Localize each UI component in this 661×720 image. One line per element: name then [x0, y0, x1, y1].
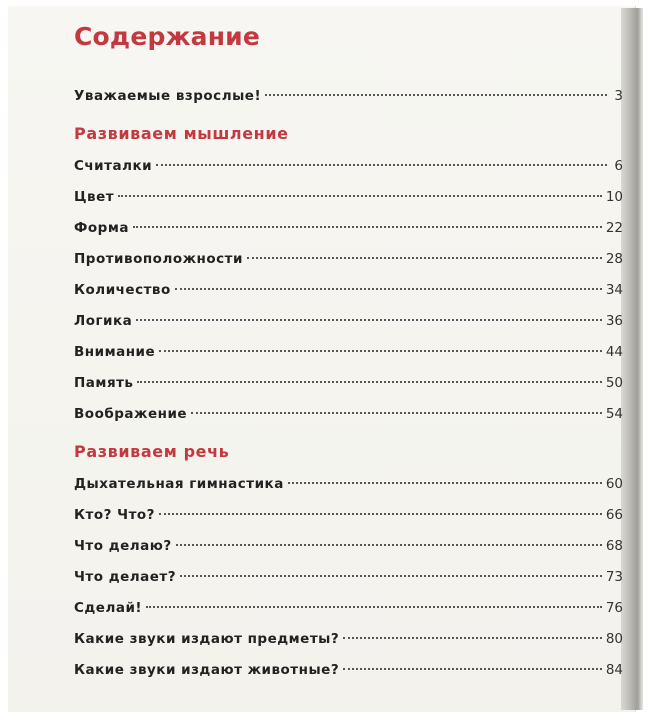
toc-row[interactable]: [74, 406, 623, 426]
toc-page-number: 22: [605, 220, 623, 236]
toc-row[interactable]: [74, 476, 623, 496]
toc-entry-label: Количество: [74, 282, 171, 298]
toc-entry-label: Форма: [74, 220, 129, 236]
section-heading-speech: Развиваем речь: [74, 442, 230, 461]
dot-leader: [288, 482, 602, 484]
dot-leader: [175, 288, 602, 290]
dot-leader: [343, 637, 602, 639]
dot-leader: [137, 381, 601, 383]
dot-leader: [133, 226, 602, 228]
toc-entry-label: Какие звуки издают предметы?: [74, 631, 340, 647]
toc-entry-label: Логика: [74, 313, 133, 329]
toc-entry-label: Память: [74, 375, 134, 391]
toc-page-number: 84: [605, 662, 623, 678]
dot-leader: [247, 257, 602, 259]
toc-entry-label: Кто? Что?: [74, 507, 156, 523]
toc-page-number: 66: [605, 507, 623, 523]
toc-row[interactable]: [74, 375, 623, 395]
toc-entry-label: Считалки: [74, 158, 153, 174]
dot-leader: [159, 513, 602, 515]
dot-leader: [136, 319, 602, 321]
toc-entry-label: Сделай!: [74, 600, 143, 616]
section-heading-thinking: Развиваем мышление: [74, 124, 289, 143]
toc-page-number: 6: [614, 158, 623, 174]
toc-row[interactable]: [74, 220, 623, 240]
toc-row[interactable]: [74, 158, 623, 178]
toc-row-intro[interactable]: [74, 88, 623, 108]
toc-entry-label: Уважаемые взрослые!: [74, 88, 262, 104]
toc-row[interactable]: [74, 507, 623, 527]
toc-entry-label: Противоположности: [74, 251, 243, 267]
dot-leader: [176, 544, 602, 546]
toc-page-number: 34: [605, 282, 623, 298]
toc-row[interactable]: [74, 189, 623, 209]
toc-row[interactable]: [74, 344, 623, 364]
toc-page-number: 10: [605, 189, 623, 205]
page-edge: [621, 8, 643, 710]
toc-entry-label: Дыхательная гимнастика: [74, 476, 284, 492]
toc-entry-label: Что делает?: [74, 569, 177, 585]
dot-leader: [159, 350, 602, 352]
toc-row[interactable]: [74, 600, 623, 620]
dot-leader: [191, 412, 602, 414]
toc-row[interactable]: [74, 538, 623, 558]
toc-row[interactable]: [74, 313, 623, 333]
toc-entry-label: Воображение: [74, 406, 188, 422]
toc-page-number: 60: [605, 476, 623, 492]
toc-page-number: 28: [605, 251, 623, 267]
dot-leader: [180, 575, 602, 577]
dot-leader: [265, 94, 607, 96]
toc-entry-label: Что делаю?: [74, 538, 172, 554]
toc-row[interactable]: [74, 569, 623, 589]
dot-leader: [343, 668, 602, 670]
toc-page-number: 36: [605, 313, 623, 329]
toc-page-number: 68: [605, 538, 623, 554]
toc-page-number: 54: [605, 406, 623, 422]
toc-page-number: 50: [605, 375, 623, 391]
toc-page-number: 73: [605, 569, 623, 585]
toc-row[interactable]: [74, 631, 623, 651]
toc-page-number: 76: [605, 600, 623, 616]
toc-page-number: 3: [614, 88, 623, 104]
toc-row[interactable]: [74, 282, 623, 302]
dot-leader: [146, 606, 602, 608]
toc-page-number: 44: [605, 344, 623, 360]
toc-row[interactable]: [74, 662, 623, 682]
toc-entry-label: Цвет: [74, 189, 115, 205]
dot-leader: [156, 164, 607, 166]
toc-entry-label: Внимание: [74, 344, 156, 360]
toc-page-number: 80: [605, 631, 623, 647]
toc-title: Содержание: [74, 22, 261, 51]
dot-leader: [118, 195, 602, 197]
toc-row[interactable]: [74, 251, 623, 271]
toc-entry-label: Какие звуки издают животные?: [74, 662, 340, 678]
